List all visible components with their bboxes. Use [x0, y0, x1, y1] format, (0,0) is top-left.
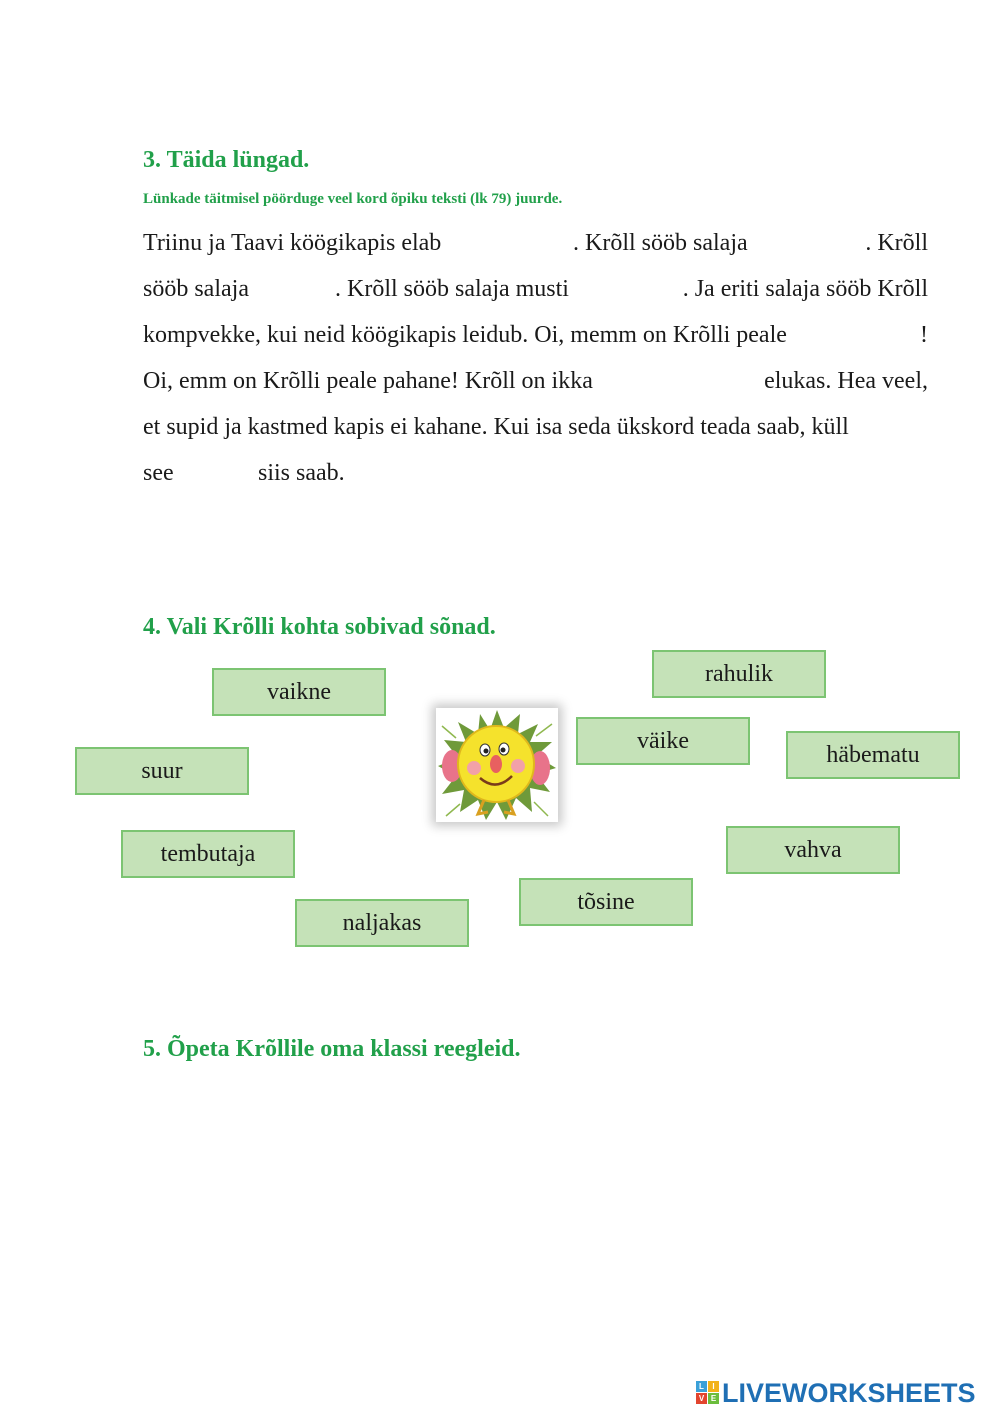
text-segment: elukas. Hea veel, [764, 368, 928, 394]
logo-mark-letter: L [696, 1381, 707, 1392]
text-segment: ! [920, 322, 928, 348]
word-option-vaikne[interactable]: vaikne [212, 668, 386, 716]
word-option-vahva[interactable]: vahva [726, 826, 900, 874]
text-line-2 [143, 266, 928, 312]
logo-mark-letter: E [708, 1393, 719, 1404]
liveworksheets-logo [696, 1378, 976, 1408]
word-option-habematu[interactable]: häbematu [786, 731, 960, 779]
blank-input-7[interactable] [183, 458, 259, 492]
word-option-rahulik[interactable]: rahulik [652, 650, 826, 698]
text-line-5 [143, 404, 928, 450]
krolli-sun-character-icon [436, 708, 558, 822]
blank-input-6[interactable] [653, 366, 745, 400]
blank-input-3[interactable] [265, 274, 339, 308]
logo-mark-letter: I [708, 1381, 719, 1392]
blank-input-2[interactable] [773, 228, 859, 262]
text-segment: siis saab. [258, 460, 345, 486]
exercise-4-heading: 4. Vali Krõlli kohta sobivad sõnad. [143, 614, 496, 640]
text-segment: et supid ja kastmed kapis ei kahane. Kui isa seda ükskord teada saab, küll [143, 414, 849, 440]
text-line-3 [143, 312, 928, 358]
logo-mark-letter: V [696, 1393, 707, 1404]
logo-text: LIVEWORKSHEETS [722, 1377, 976, 1408]
blank-input-1[interactable] [493, 228, 577, 262]
text-segment: . Krõll sööb salaja [573, 230, 748, 256]
blank-input-5[interactable] [855, 320, 924, 354]
exercise-5-heading: 5. Õpeta Krõllile oma klassi reegleid. [143, 1036, 521, 1062]
logo-mark-icon [696, 1381, 720, 1405]
text-segment: Oi, emm on Krõlli peale pahane! Krõll on ikka [143, 368, 593, 394]
krolli-picture [436, 708, 558, 822]
word-option-suur[interactable]: suur [75, 747, 249, 795]
word-option-naljakas[interactable]: naljakas [295, 899, 469, 947]
exercise-3-heading: 3. Täida lüngad. [143, 147, 310, 173]
exercise-3-instruction: Lünkade täitmisel pöörduge veel kord õpiku teksti (lk 79) juurde. [143, 191, 563, 207]
text-segment: . Krõll [865, 230, 928, 256]
text-segment: . Krõll sööb salaja musti [335, 276, 569, 302]
text-line-1 [143, 220, 928, 266]
text-line-4 [143, 358, 928, 404]
blank-input-4[interactable] [598, 274, 657, 308]
word-option-vaike[interactable]: väike [576, 717, 750, 765]
text-segment: sööb salaja [143, 276, 249, 302]
text-segment: Triinu ja Taavi köögikapis elab [143, 230, 442, 256]
text-segment: kompvekke, kui neid köögikapis leidub. Oi, memm on Krõlli peale [143, 322, 787, 348]
word-option-tosine[interactable]: tõsine [519, 878, 693, 926]
text-segment: . Ja eriti salaja sööb Krõll [682, 276, 928, 302]
word-option-tembutaja[interactable]: tembutaja [121, 830, 295, 878]
text-line-6 [143, 450, 928, 496]
text-segment: see [143, 460, 174, 486]
